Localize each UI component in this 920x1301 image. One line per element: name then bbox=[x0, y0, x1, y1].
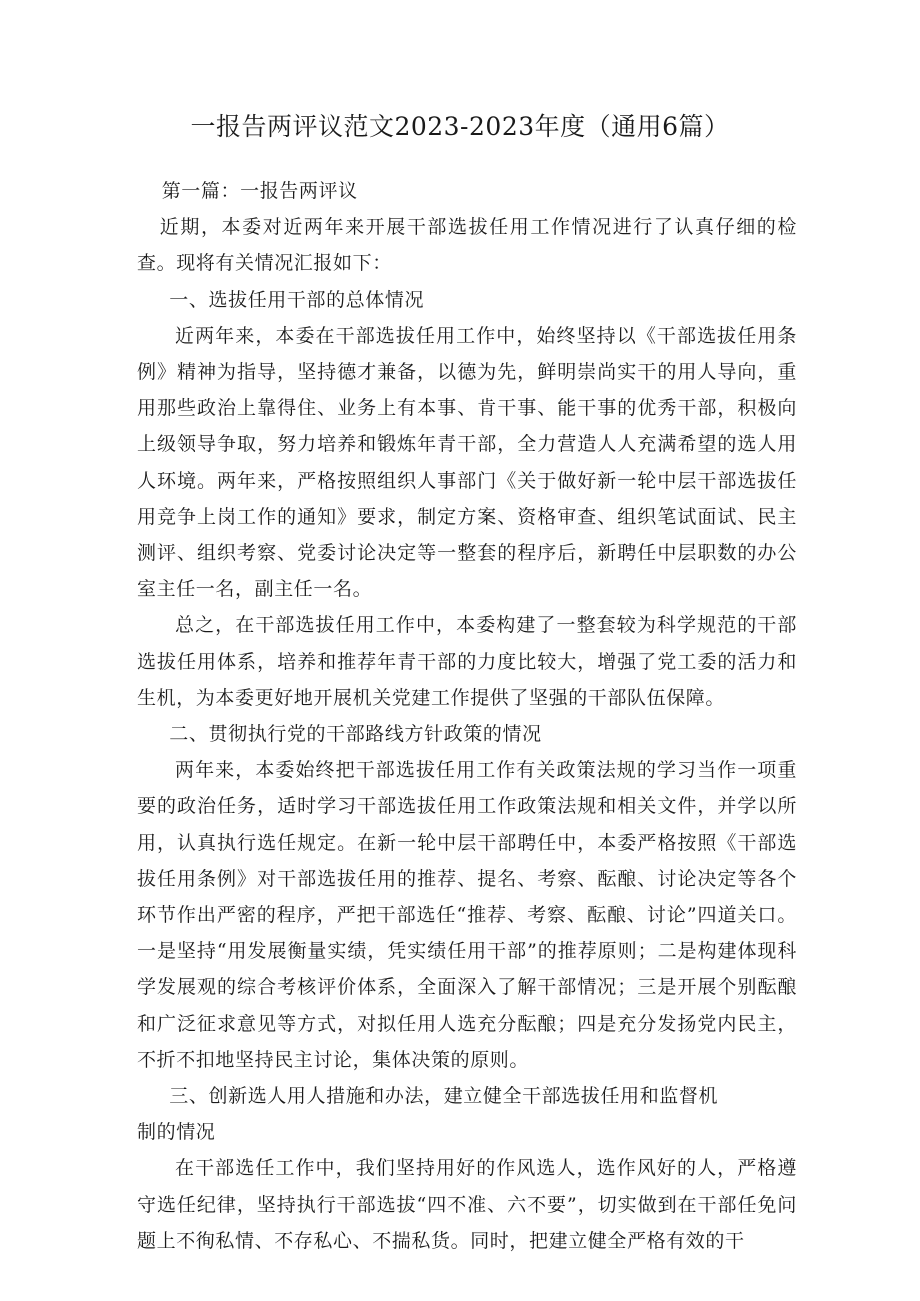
document-body bbox=[137, 173, 797, 1259]
section-3-paragraph-1: 在干部选任工作中，我们坚持用好的作风选人，选作风好的人，严格遵守选任纪律，坚持执行干部选拔“四不准、六不要”，切实做到在干部任免问题上不徇私情、不存私心、不揣私货。同时，把建立健全严格有效的干 bbox=[137, 1157, 797, 1252]
intro-paragraph: 近期，本委对近两年来开展干部选拔任用工作情况进行了认真仔细的检查。现将有关情况汇报如下： bbox=[137, 216, 797, 275]
first-article-heading: 第一篇：一报告两评议 bbox=[161, 180, 358, 202]
section-3-heading: 三、创新选人用人措施和办法，建立健全干部选拔任用和监督机 bbox=[169, 1085, 719, 1108]
section-3-heading-continued: 制的情况 bbox=[137, 1121, 216, 1144]
section-1-paragraph-2: 总之，在干部选拔任用工作中，本委构建了一整套较为科学规范的干部选拔任用体系，培养和推荐年青干部的力度比较大，增强了党工委的活力和生机，为本委更好地开展机关党建工作提供了坚强的干部队伍保障。 bbox=[137, 614, 797, 709]
section-2-heading: 二、贯彻执行党的干部路线方针政策的情况 bbox=[169, 723, 542, 746]
section-1-paragraph-1: 近两年来，本委在干部选拔任用工作中，始终坚持以《干部选拔任用条例》精神为指导，坚持德才兼备，以德为先，鲜明崇尚实干的用人导向，重用那些政治上靠得住、业务上有本事、肯干事、能干事的优秀干部，积极向上级领导争取，努力培养和锻炼年青干部，全力营造人人充满希望的选人用人环境。两年来，严格按照组织人事部门《关于做好新一轮中层干部选拔任用竞争上岗工作的通知》要求，制定方案、资格审查、组织笔试面试、民主测评、组织考察、党委讨论决定等一整套的程序后，新聘任中层职数的办公室主任一名，副主任一名。 bbox=[137, 324, 797, 601]
section-2-paragraph-1: 两年来，本委始终把干部选拔任用工作有关政策法规的学习当作一项重要的政治任务，适时学习干部选拔任用工作政策法规和相关文件，并学以所用，认真执行选任规定。在新一轮中层干部聘任中，本委严格按照《干部选拔任用条例》对干部选拔任用的推荐、提名、考察、酝酿、讨论决定等各个环节作出严密的程序，严把干部选任“推荐、考察、酝酿、讨论”四道关口。一是坚持“用发展衡量实绩，凭实绩任用干部”的推荐原则；二是构建体现科学发展观的综合考核评价体系，全面深入了解干部情况；三是开展个别酝酿和广泛征求意见等方式，对拟任用人选充分酝酿；四是充分发扬党内民主，不折不扣地坚持民主讨论，集体决策的原则。 bbox=[137, 759, 797, 1071]
section-1-heading: 一、选拔任用干部的总体情况 bbox=[169, 288, 425, 311]
document-title: 一报告两评议范文2023-2023年度（通用6篇） bbox=[190, 112, 730, 141]
